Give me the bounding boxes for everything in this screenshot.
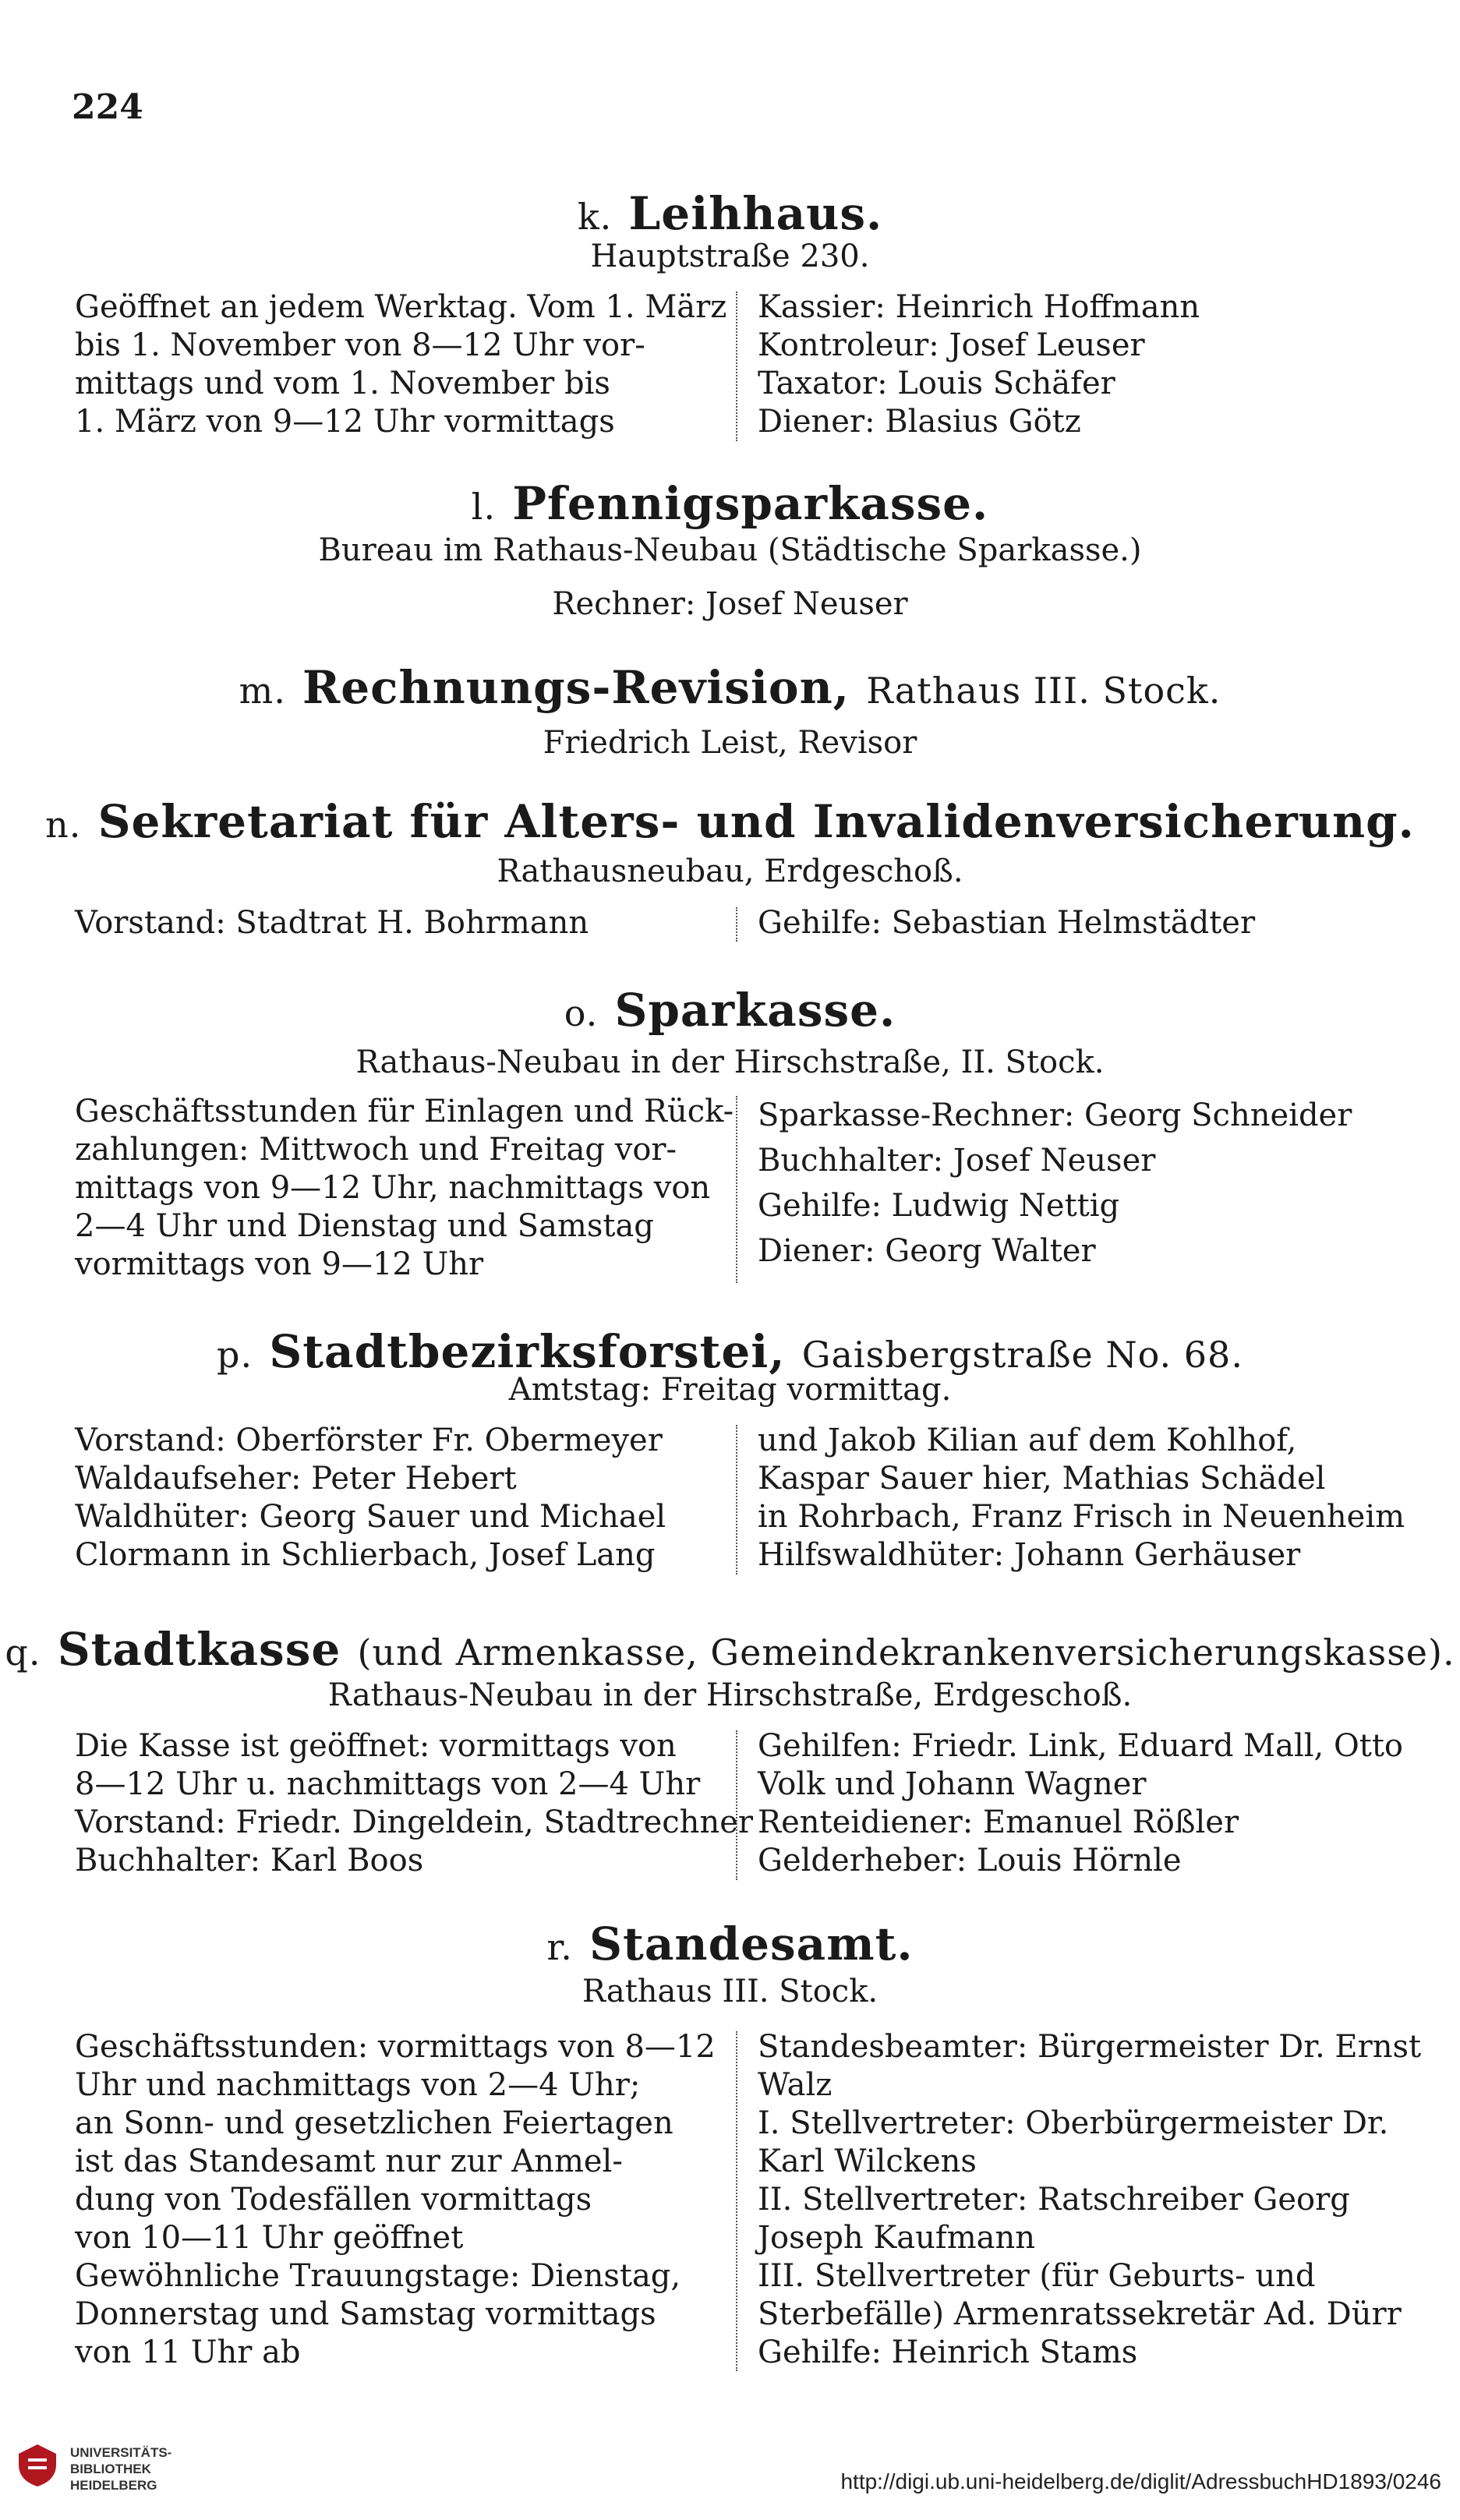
section-heading-n: n. Sekretariat für Alters- und Invalidenversicherung. bbox=[45, 795, 1415, 848]
section-heading-r: r. Standesamt. bbox=[546, 1917, 914, 1970]
footer bbox=[0, 2401, 1460, 2520]
section-r-left-column: Geschäftsstunden: vormittags von 8—12 Uhr und nachmittags von 2—4 Uhr; an Sonn- und gesetzlichen Feiertagen ist das Standesamt nur zur Anmel- dung von Todesfällen vormittags von 10—11 Uhr geöffnet Gewöhnliche Trauungstage: Dienstag, Donnerstag und Samstag vormittags von 11 Uhr ab bbox=[75, 2029, 716, 2370]
section-title: Pfennigsparkasse. bbox=[512, 477, 989, 530]
page-number: 224 bbox=[72, 87, 143, 127]
section-subtitle: Rathausneubau, Erdgeschoß. bbox=[497, 854, 963, 889]
section-heading-l: l. Pfennigsparkasse. bbox=[471, 477, 989, 530]
section-n-right-column: Gehilfe: Sebastian Helmstädter bbox=[758, 905, 1256, 941]
column-divider bbox=[736, 2031, 737, 2371]
library-logo-text: UNIVERSITÄTS- BIBLIOTHEK HEIDELBERG bbox=[70, 2445, 172, 2493]
section-subtitle: Hauptstraße 230. bbox=[590, 239, 870, 274]
column-divider bbox=[736, 1096, 737, 1283]
section-title: Stadtkasse bbox=[57, 1623, 341, 1676]
section-subtitle: Amtstag: Freitag vormittag. bbox=[508, 1372, 952, 1408]
section-subtitle: Rathaus-Neubau in der Hirschstraße, II. Stock. bbox=[355, 1044, 1105, 1080]
source-url-link[interactable]: http://digi.ub.uni-heidelberg.de/diglit/AdressbuchHD1893/0246 bbox=[840, 2469, 1441, 2493]
section-p-right-column: und Jakob Kilian auf dem Kohlhof, Kaspar Sauer hier, Mathias Schädel in Rohrbach, Franz Frisch in Neuenheim Hilfswaldhüter: Johann Gerhäuser bbox=[758, 1423, 1405, 1573]
column-divider bbox=[736, 907, 737, 942]
section-p-left-column: Vorstand: Oberförster Fr. Obermeyer Waldaufseher: Peter Hebert Waldhüter: Georg Sauer und Michael Clormann in Schlierbach, Josef Lang bbox=[75, 1423, 666, 1573]
section-heading-o: o. Sparkasse. bbox=[564, 984, 896, 1037]
section-k-right-column: Kassier: Heinrich Hoffmann Kontroleur: Josef Leuser Taxator: Louis Schäfer Diener: Blasius Götz bbox=[758, 289, 1200, 440]
section-subtitle: Rathaus III. Stock. bbox=[582, 1974, 878, 2009]
section-subtitle: Rathaus-Neubau in der Hirschstraße, Erdgeschoß. bbox=[327, 1677, 1133, 1713]
section-r-right-column: Standesbeamter: Bürgermeister Dr. Ernst Walz I. Stellvertreter: Oberbürgermeister Dr. Karl Wilckens II. Stellvertreter: Ratschreiber Georg Joseph Kaufmann III. Stellvertreter (für Geburts- und Sterbefälle) Armenratssekretär Ad. Dürr Gehilfe: Heinrich Stams bbox=[758, 2029, 1422, 2370]
section-title: Sekretariat für Alters- und Invalidenversicherung. bbox=[97, 795, 1415, 848]
column-divider bbox=[736, 292, 737, 441]
section-title: Leihhaus. bbox=[628, 187, 883, 240]
section-title: Rechnungs-Revision, bbox=[302, 661, 850, 714]
section-title: Sparkasse. bbox=[614, 984, 896, 1037]
section-subtitle: Friedrich Leist, Revisor bbox=[543, 725, 917, 761]
section-title: Standesamt. bbox=[589, 1917, 914, 1970]
section-subtitle: Bureau im Rathaus-Neubau (Städtische Sparkasse.) bbox=[318, 532, 1142, 568]
section-o-right-column: Sparkasse-Rechner: Georg Schneider Buchhalter: Josef Neuser Gehilfe: Ludwig Nettig Diener: Georg Walter bbox=[758, 1097, 1352, 1269]
section-q-left-column: Die Kasse ist geöffnet: vormittags von 8—12 Uhr u. nachmittags von 2—4 Uhr Vorstand: Friedr. Dingeldein, Stadtrechner Buchhalter: Karl Boos bbox=[75, 1728, 753, 1879]
section-n-left-column: Vorstand: Stadtrat H. Bohrmann bbox=[75, 905, 589, 941]
section-title: Stadtbezirksforstei, bbox=[269, 1325, 786, 1378]
section-heading-q: q. Stadtkasse (und Armenkasse, Gemeindekrankenversicherungskasse). bbox=[5, 1623, 1455, 1676]
section-o-left-column: Geschäftsstunden für Einlagen und Rück- zahlungen: Mittwoch und Freitag vor- mittags von 9—12 Uhr, nachmittags von 2—4 Uhr und Dienstag und Samstag vormittags von 9—12 Uhr bbox=[75, 1094, 734, 1282]
section-heading-p: p. Stadtbezirksforstei, Gaisbergstraße No. 68. bbox=[217, 1325, 1243, 1378]
section-heading-m: m. Rechnungs-Revision, Rathaus III. Stock. bbox=[239, 661, 1221, 714]
section-subtitle: Rechner: Josef Neuser bbox=[552, 586, 908, 622]
column-divider bbox=[736, 1730, 737, 1880]
section-q-right-column: Gehilfen: Friedr. Link, Eduard Mall, Otto Volk und Johann Wagner Renteidiener: Emanuel Rößler Gelderheber: Louis Hörnle bbox=[758, 1728, 1403, 1879]
column-divider bbox=[736, 1425, 737, 1575]
section-k-left-column: Geöffnet an jedem Werktag. Vom 1. März bis 1. November von 8—12 Uhr vor- mittags und vom 1. November bis 1. März von 9—12 Uhr vormittags bbox=[75, 289, 727, 440]
section-heading-k: k. Leihhaus. bbox=[577, 187, 883, 240]
library-seal-icon bbox=[16, 2441, 59, 2490]
